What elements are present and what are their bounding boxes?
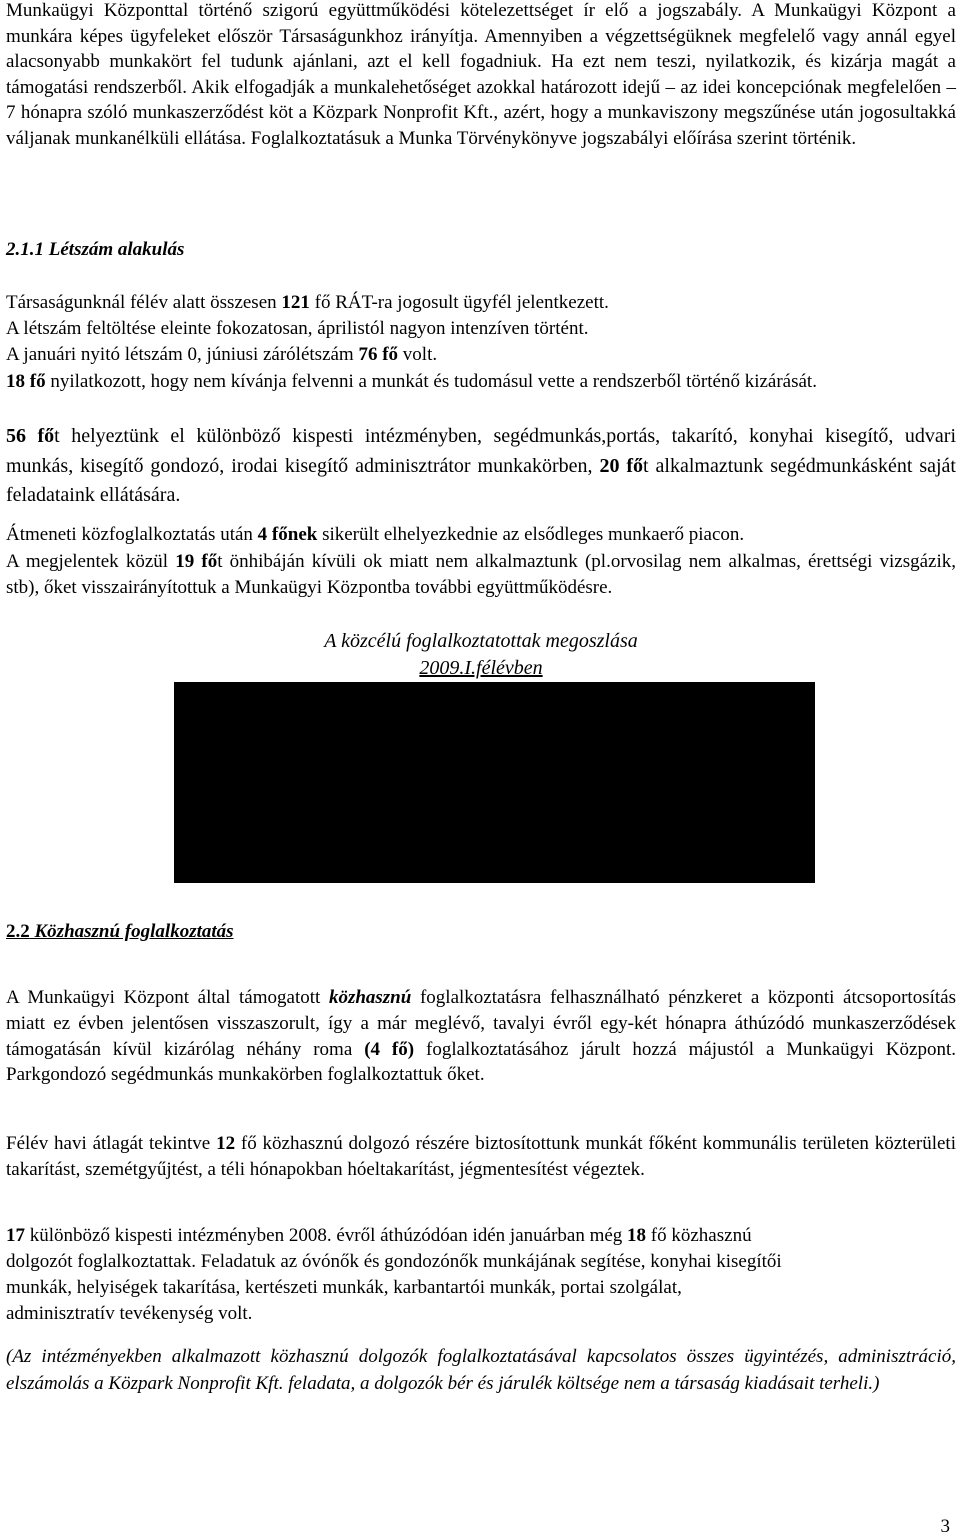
value: 19 fő (175, 551, 218, 572)
institutions-line-2 (6, 1250, 956, 1274)
text: t helyeztünk el különböző kispesti intézményben, segédmunkás,portás, takarító, konyhai kisegítő, udvari munkás, kisegítő gondozó, irodai kisegítő adminisztrátor munkakörben, (6, 425, 957, 477)
emphasis: közhasznú (328, 987, 412, 1008)
text: fő közhasznú dolgozó részére biztosítottunk munkát főként kommunális területen közterületi takarítást, szemétgyűjtést, a téli hónapokban hóeltakarítást, jégmentesítést végeztek. (6, 1133, 956, 1180)
text: Átmeneti közfoglalkoztatás után (6, 524, 258, 545)
section-heading-2-1-1 (6, 238, 184, 262)
value: 56 fő (6, 425, 55, 447)
section-number: 2.2 (6, 921, 30, 942)
chart-image-redacted (174, 682, 815, 883)
text: fő közhasznú (646, 1225, 752, 1246)
text: t önhibáján kívüli ok miatt nem alkalmaztunk (pl.orvosilag nem alkalmas, érettségi vizsgázik, stb), őket visszairányítottuk a Munkaügyi Központba további együttműködésre. (6, 551, 957, 598)
chart-title: A közcélú foglalkoztatottak megoszlása (324, 630, 638, 652)
note-paragraph: (Az intézményekben alkalmazott közhasznú dolgozók foglalkoztatásával kapcsolatos összes ügyintézés, adminisztráció, elszámolás a Közpark Nonprofit Kft. feladata, a dolgozók bér és járulék költsége nem a társaság kiadásait terheli.) (6, 1346, 956, 1394)
value: 4 fő (257, 524, 288, 545)
section-number: 2.1.1 (6, 239, 44, 260)
section-title: Létszám alakulás (48, 239, 185, 260)
text: dolgozót foglalkoztattak. Feladatuk az óvónők és gondozónők munkájának segítése, konyhai kisegítői (6, 1251, 782, 1272)
value: 17 (6, 1225, 25, 1246)
stat-line-registered (6, 291, 956, 315)
value-suffix: nek (287, 524, 318, 545)
text: adminisztratív tevékenység volt. (6, 1303, 253, 1324)
paragraph-public-benefit-funding (6, 985, 956, 1088)
text: volt. (398, 344, 438, 365)
institutions-line-4 (6, 1302, 956, 1326)
section-title: Közhasznú foglalkoztatás (34, 921, 234, 942)
text: A Munkaügyi Központ által támogatott (6, 987, 329, 1008)
text: különböző kispesti intézményben 2008. évről áthúzódóan idén januárban még (25, 1225, 628, 1246)
text: A megjelentek közül (6, 551, 176, 572)
value: (4 fő) (364, 1038, 415, 1060)
text: nyilatkozott, hogy nem kívánja felvenni a munkát és tudomásul vette a rendszerből történő kizárását. (45, 371, 817, 392)
stat-line-headcount (6, 343, 956, 367)
paragraph-transitional (6, 523, 956, 547)
value: 121 (281, 292, 310, 313)
text: t alkalmaztunk segédmunkásként saját feladataink ellátására. (6, 454, 956, 506)
text: munkák, helyiségek takarítása, kertészeti munkák, karbantartói munkák, portai szolgálat, (6, 1277, 682, 1298)
text: foglalkoztatásához járult hozzá májustól a Munkaügyi Központ. Parkgondozó segédmunkás munkakörben foglalkoztattuk őket. (6, 1038, 956, 1086)
page-number: 3 (940, 1516, 950, 1537)
intro-paragraph: Munkaügyi Központtal történő szigorú együttműködési kötelezettséget ír elő a jogszabály. A Munkaügyi Központ a munkára képes ügyfeleket először Társaságunkhoz irányítja. Amennyiben a végzettségüknek megfelelő vagy annál egyel alacsonyabb munkakört fel tudunk ajánlani, azt el kell fogadniuk. Ha ezt nem teszi, nyilatkozik, és kizárja magát a támogatási rendszerből. Akik elfogadják a munkalehetőséget azokkal határozott idejű – az idei koncepciónak megfelelően – 7 hónapra szóló munkaszerződést köt a Közpark Nonprofit Kft., azért, hogy a munkaviszony megszűnése után jogosultakká váljanak munkanélküli ellátása. Foglalkoztatásuk a Munka Törvénykönyve jogszabályi előírása szerint történik. (6, 0, 956, 149)
text: A létszám feltöltése eleinte fokozatosan, áprilistól nagyon intenzíven történt. (6, 318, 589, 339)
text: fő RÁT-ra jogosult ügyfél jelentkezett. (309, 292, 609, 313)
paragraph-not-hired (6, 549, 956, 601)
value: 12 (216, 1133, 236, 1154)
text: foglalkoztatásra felhasználható pénzkeret a központi átcsoportosítás miatt ez évben jelentősen visszaszorult, így a már meglévő, tavalyi évről egy-két hónapra áthúzódó munkaszerződések támogatásán kívül kizárólag néhány roma (6, 987, 956, 1060)
institutions-line-1 (6, 1224, 956, 1248)
paragraph-monthly-average (6, 1131, 956, 1183)
value: 18 fő (6, 371, 46, 392)
value: 18 (627, 1225, 647, 1246)
text: Félév havi átlagát tekintve (6, 1133, 217, 1154)
paragraph-18-declined (6, 369, 956, 394)
institutions-line-3 (6, 1276, 956, 1300)
value: 20 fő (599, 454, 644, 477)
chart-subtitle-text: 2009.I.félévben (419, 657, 543, 679)
text: sikerült elhelyezkednie az elsődleges munkaerő piacon. (317, 524, 745, 545)
paragraph-56-placed (6, 422, 956, 511)
value: 76 fő (358, 344, 399, 365)
chart-subtitle (6, 655, 956, 682)
text: A januári nyitó létszám 0, júniusi zárólétszám (6, 344, 359, 365)
stat-line-filling (6, 317, 956, 341)
section-heading-2-2 (6, 920, 234, 944)
text: Társaságunknál félév alatt összesen (6, 292, 282, 313)
